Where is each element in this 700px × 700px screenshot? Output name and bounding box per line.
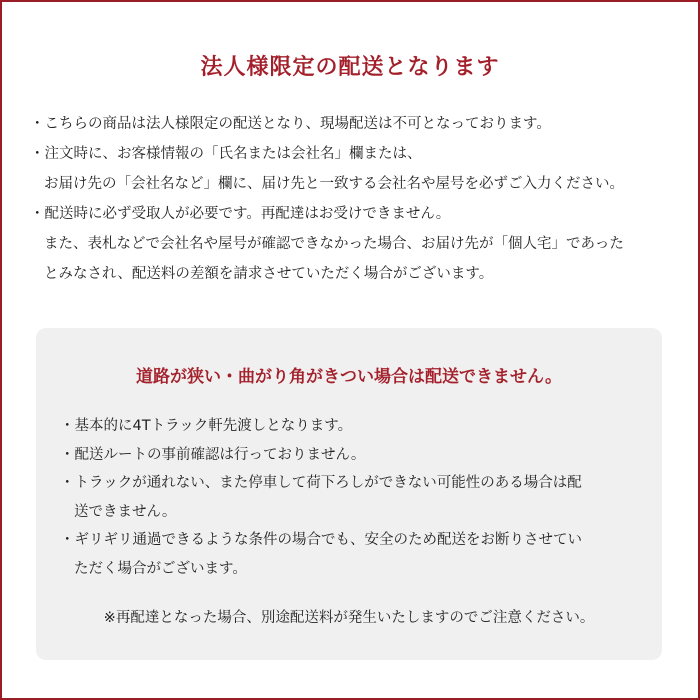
list-item: ・基本的に4Tトラック軒先渡しとなります。 [60,418,353,434]
notice-line: また、表札などで会社名や屋号が確認できなかった場合、お届け先が「個人宅」であった [44,236,624,252]
list-item: 送できません。 [74,503,177,520]
list-item: ・配送ルートの事前確認は行っておりません。 [60,446,366,463]
notice-line: お届け先の「会社名など」欄に、届け先と一致する会社名や屋号を必ずご入力ください。 [44,176,624,192]
notice-line: ・こちらの商品は法人様限定の配送となり、現場配送は不可となっております。 [30,116,551,132]
delivery-restriction-panel [36,328,662,660]
notice-line: ・注文時に、お客様情報の「氏名または会社名」欄または、 [30,146,422,162]
list-item: ・トラックが通れない、また停車して荷下ろしができない可能性のある場合は配 [60,475,582,491]
panel-title: 道路が狭い・曲がり角がきつい場合は配送できません。 [135,367,563,387]
page-title: 法人様限定の配送となります [200,55,500,80]
list-item: ・ギリギリ通過できるような条件の場合でも、安全のため配送をお断りさせてい [60,532,582,548]
panel-footnote: ※再配達となった場合、別途配送料が発生いたしますのでご注意ください。 [103,610,595,626]
notice-list [30,109,680,289]
list-item: ただく場合がございます。 [74,560,247,577]
restriction-list [60,412,650,583]
notice-line: とみなされ、配送料の差額を請求させていただく場合がございます。 [44,266,494,282]
notice-line: ・配送時に必ず受取人が必要です。再配達はお受けできません。 [30,206,451,222]
